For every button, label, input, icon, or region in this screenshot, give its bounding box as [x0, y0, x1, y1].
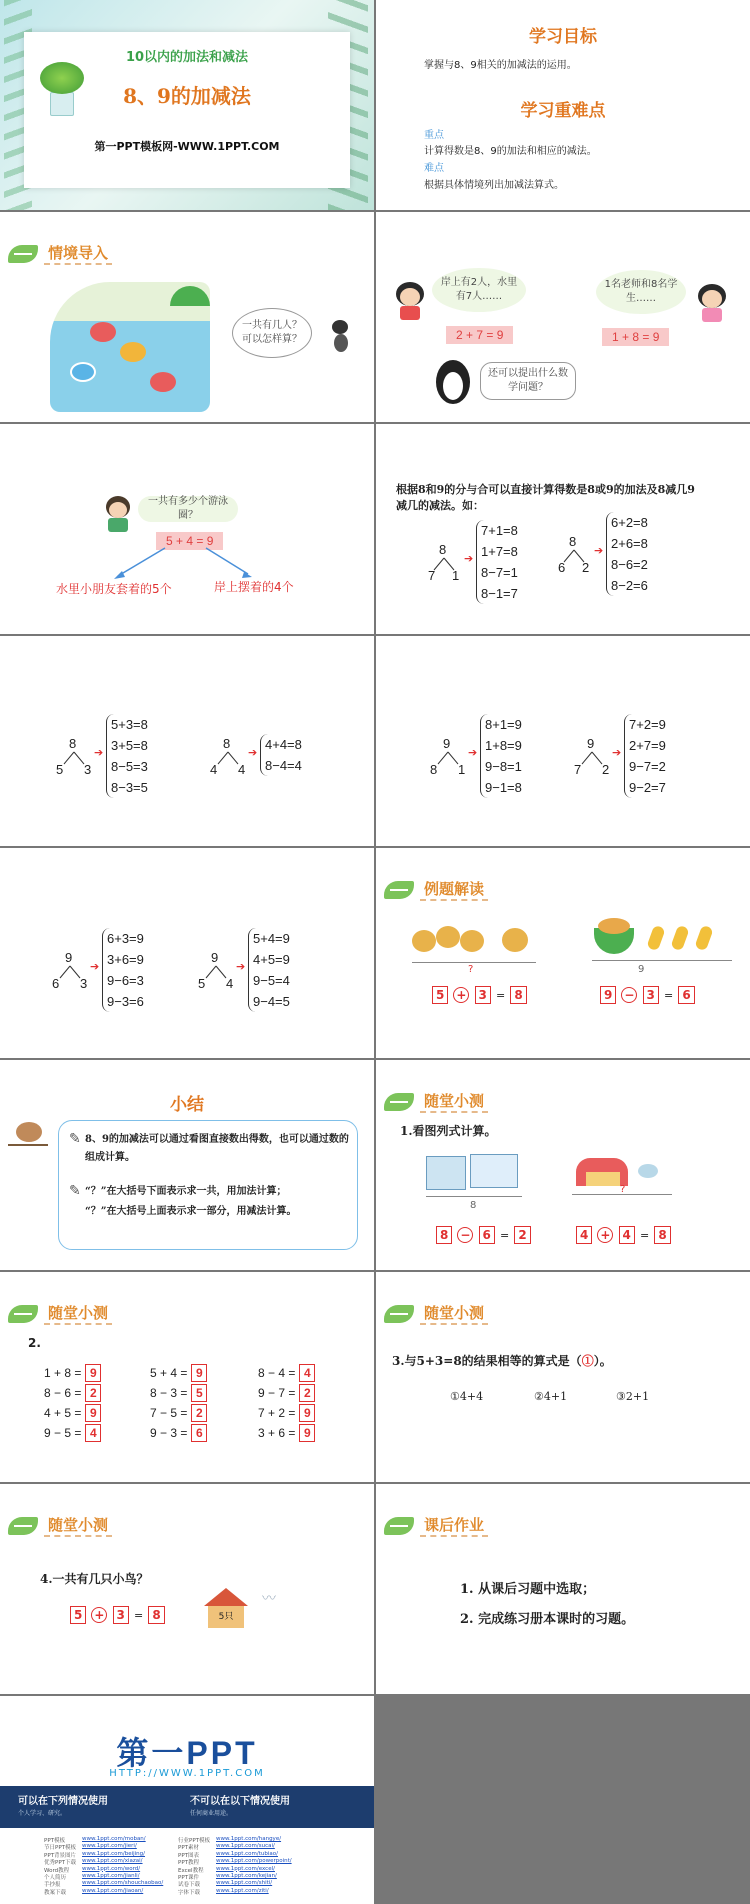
ad-url[interactable]: www.1ppt.com/tubiao/ [216, 1850, 278, 1857]
red-arrow: ➔ [612, 746, 622, 759]
summary-box [58, 1120, 358, 1250]
girl-pink-icon [696, 284, 728, 324]
swimming-pool-illustration [50, 282, 210, 412]
ant-icon [330, 320, 352, 354]
brace-line [426, 1196, 522, 1197]
homework-slide [376, 1484, 750, 1694]
ad-url[interactable]: www.1ppt.com/jiaoan/ [82, 1887, 144, 1894]
quiz1-equation-1: 8 − 6 = 2 [436, 1224, 531, 1244]
exercise-answer: 9 [299, 1404, 315, 1422]
exercise-answer: 9 [85, 1364, 101, 1382]
example-equation-1: 5 + 3 = 8 [432, 984, 527, 1004]
goals-slide [376, 0, 750, 210]
title-slide [0, 0, 374, 210]
homework-item-2: 2. 完成练习册本课时的习题。 [460, 1612, 635, 1627]
exercise-row [258, 1424, 315, 1442]
trees-slide-9b: 9 6 3 ➔ 6+3=9 3+6=9 9−6=3 9−3=6 9 5 4 ➔ 5+4=9 4+5=9 9−5=4 9−4=5 [0, 848, 374, 1058]
exercise-expression: 4 + 5 = [44, 1406, 82, 1420]
ad-url[interactable]: www.1ppt.com/powerpoint/ [216, 1858, 292, 1865]
exercise-expression: 7 − 5 = [150, 1406, 188, 1420]
title: 8、9的加减法 [123, 84, 251, 108]
leaf-icon [384, 1305, 414, 1323]
rule-slide: 根据8和9的分与合可以直接计算得数是8或9的加法及8减几9减几的减法。如： 8 7 1 ➔ 7+1=8 1+7=8 8−7=1 8−1=7 8 6 2 ➔ 6+2=8 2+6=8 8−6=2 8−2=6 [376, 424, 750, 634]
ad-url[interactable]: www.1ppt.com/sucai/ [216, 1843, 275, 1850]
ad-url[interactable]: www.1ppt.com/word/ [82, 1865, 141, 1872]
ad-url[interactable]: www.1ppt.com/excel/ [216, 1865, 275, 1872]
trees-slide-8: 8 5 3 ➔ 5+3=8 3+5=8 8−5=3 8−3=5 8 4 4 ➔ 4+4=8 8−4=4 [0, 636, 374, 846]
exercise-expression: 8 − 3 = [150, 1386, 188, 1400]
right-label: 岸上摆着的4个 [214, 580, 294, 594]
left-label: 水里小朋友套着的5个 [56, 582, 172, 596]
option-2: ②4+1 [534, 1390, 568, 1403]
exercise-row [150, 1424, 207, 1442]
exercise-expression: 1 + 8 = [44, 1366, 82, 1380]
cannot-use-text: 任何商业用途。 [190, 1810, 233, 1817]
option-1: ①4+4 [450, 1390, 484, 1403]
girl-icon [394, 282, 426, 322]
right-bubble: 1名老师和8名学生…… [596, 270, 686, 314]
left-equation: 2 + 7 = 9 [446, 324, 513, 344]
rule-text: 根据8和9的分与合可以直接计算得数是8或9的加法及8减几9减几的减法。如： [396, 483, 695, 512]
key-label: 重点 [424, 130, 444, 141]
vegetables-illustration [594, 918, 734, 958]
leaf-icon [8, 1305, 38, 1323]
exercise-expression: 9 − 5 = [44, 1426, 82, 1440]
question-mark: ? [468, 964, 474, 975]
ad-link-label: 优秀PPT下载 [44, 1860, 76, 1867]
leaf-icon [384, 1517, 414, 1535]
leaf-icon [384, 1093, 414, 1111]
equation-group: 7+2=9 2+7=9 9−7=2 9−2=7 [624, 714, 666, 798]
summary-point-2b: “？”在大括号上面表示求一部分，用减法计算。 [85, 1206, 297, 1217]
example-slide [376, 848, 750, 1058]
ad-link-label: Word教程 [44, 1867, 70, 1874]
ad-link-label: PPT课件 [178, 1875, 199, 1881]
intro-slide [0, 212, 374, 422]
quiz1-equation-2: 4 + 4 = 8 [576, 1224, 671, 1244]
exercise-expression: 8 − 6 = [44, 1386, 82, 1400]
exercise-answer: 4 [85, 1424, 101, 1442]
exercise-answer: 2 [85, 1384, 101, 1402]
ad-link-label: PPT模板 [44, 1838, 65, 1844]
difficulty-label: 难点 [424, 163, 444, 174]
title-card [24, 32, 350, 188]
leaf-icon [384, 881, 414, 899]
tag-label: 随堂小测 [44, 1514, 112, 1537]
ad-link-label: PPT素材 [178, 1845, 199, 1852]
quiz-slide-2 [0, 1272, 374, 1482]
question-bubble: 一共有多少个游泳圈？ [138, 496, 238, 522]
ad-url[interactable]: www.1ppt.com/shouchaobao/ [82, 1880, 164, 1887]
ad-url[interactable]: www.1ppt.com/jianli/ [82, 1873, 140, 1879]
exercise-answer: 9 [85, 1404, 101, 1422]
ad-url[interactable]: www.1ppt.com/kejian/ [216, 1873, 277, 1879]
equation-group: 5+4=9 4+5=9 9−5=4 9−4=5 [248, 928, 290, 1012]
exercise-expression: 5 + 4 = [150, 1366, 188, 1380]
section-tag [8, 242, 112, 265]
left-bubble: 岸上有2人，水里有7人…… [432, 268, 526, 312]
goals-heading: 学习目标 [529, 27, 597, 47]
exercise-answer: 9 [191, 1364, 207, 1382]
ad-link-label: 试卷下载 [178, 1882, 201, 1889]
equation-group: 5+3=8 3+5=8 8−5=3 8−3=5 [106, 714, 148, 798]
section-tag [8, 1514, 112, 1537]
section-tag [384, 1090, 488, 1113]
exercise-expression: 9 − 7 = [258, 1386, 296, 1400]
exercise-row [258, 1384, 315, 1402]
ad-slide [0, 1696, 374, 1904]
section-tag [384, 1514, 488, 1537]
trees-slide-9a: 9 8 1 ➔ 8+1=9 1+8=9 9−8=1 9−1=8 9 7 2 ➔ 7+2=9 2+7=9 9−7=2 9−2=7 [376, 636, 750, 846]
swim-ring [90, 322, 116, 342]
exercise-expression: 9 − 3 = [150, 1426, 188, 1440]
tag-label: 随堂小测 [420, 1090, 488, 1113]
ad-url[interactable]: www.1ppt.com/beijing/ [82, 1850, 146, 1857]
exercise-row [150, 1404, 207, 1422]
red-arrow: ➔ [594, 544, 604, 557]
exercise-answer: 9 [299, 1424, 315, 1442]
tag-label: 随堂小测 [420, 1302, 488, 1325]
exercise-row [44, 1424, 101, 1442]
bird-icon: 〰 [262, 1591, 276, 1607]
total-label: 9 [638, 964, 645, 975]
key-text: 计算得数是8、9的加法和相应的减法。 [424, 146, 597, 157]
answer: ① [581, 1354, 594, 1368]
ad-link-label: Excel教程 [178, 1867, 204, 1874]
exercise-row [258, 1404, 315, 1422]
tag-label: 例题解读 [420, 878, 488, 901]
ad-link-label: 教案下载 [44, 1889, 67, 1896]
red-arrow: ➔ [248, 746, 258, 759]
ad-url[interactable]: www.1ppt.com/jieri/ [82, 1843, 137, 1850]
question-mark: ? [620, 1184, 626, 1195]
question-4: 4.一共有几只小鸟？ [40, 1572, 149, 1586]
total-label: 8 [470, 1200, 477, 1211]
ad-url[interactable]: www.1ppt.com/moban/ [82, 1836, 146, 1842]
ad-link-label: 节日PPT模板 [44, 1845, 76, 1852]
exercise-expression: 7 + 2 = [258, 1406, 296, 1420]
brace-line [412, 962, 536, 963]
question-3: 3.与5+3=8的结果相等的算式是（①）。 [392, 1354, 612, 1368]
section-tag [8, 1302, 112, 1325]
arrows [0, 424, 374, 634]
exercise-row [44, 1384, 101, 1402]
equation-group: 4+4=8 8−4=4 [260, 734, 302, 776]
difficulty-text: 根据具体情境列出加减法算式。 [424, 180, 564, 191]
example-equation-2: 9 − 3 = 6 [600, 984, 695, 1004]
logo-url[interactable]: HTTP://WWW.1PPT.COM [109, 1768, 265, 1779]
can-use-text: 个人学习、研究。 [18, 1810, 67, 1817]
summary-point-1: 8、9的加减法可以通过看图直接数出得数，也可以通过数的组成计算。 [85, 1134, 349, 1163]
exercise-row [150, 1384, 207, 1402]
section-tag [384, 1302, 488, 1325]
tag-label: 随堂小测 [44, 1302, 112, 1325]
leaf-icon [8, 245, 38, 263]
cannot-use-title: 不可以在以下情况使用 [190, 1796, 290, 1807]
logo: 第一PPT [116, 1735, 258, 1771]
dogs-illustration [412, 924, 536, 960]
question-slide [0, 424, 374, 634]
exercise-answer: 2 [299, 1384, 315, 1402]
ad-link-label: 个人简历 [44, 1875, 67, 1881]
can-use-title: 可以在下列情况使用 [18, 1796, 108, 1807]
swim-ring [150, 372, 176, 392]
pencil-icon: ✎ [69, 1183, 81, 1199]
option-3: ③2+1 [616, 1390, 650, 1403]
quiz-slide-1 [376, 1060, 750, 1270]
ad-link-label: PPT背景图片 [44, 1852, 76, 1859]
quiz-slide-3 [376, 1272, 750, 1482]
books-illustration [426, 1152, 522, 1192]
ad-url[interactable]: www.1ppt.com/ziti/ [216, 1887, 269, 1894]
equation-group: 7+1=8 1+7=8 8−7=1 8−1=7 [476, 520, 518, 604]
tag-label: 情境导入 [44, 242, 112, 265]
right-equation: 1 + 8 = 9 [602, 326, 669, 346]
ad-link-label: PPT图表 [178, 1852, 199, 1859]
ad-url[interactable]: www.1ppt.com/xiazai/ [82, 1858, 143, 1865]
usage-banner [0, 1786, 374, 1828]
summary-title: 小结 [170, 1095, 204, 1115]
exercise-row [44, 1364, 101, 1382]
leaf-icon [8, 1517, 38, 1535]
equation-group: 8+1=9 1+8=9 9−8=1 9−1=8 [480, 714, 522, 798]
dialog-slide [376, 212, 750, 422]
tag-label: 课后作业 [420, 1514, 488, 1537]
exercise-expression: 8 − 4 = [258, 1366, 296, 1380]
quiz-slide-4 [0, 1484, 374, 1694]
ad-link-label: PPT教程 [178, 1860, 199, 1867]
red-arrow: ➔ [90, 960, 100, 973]
section-tag [384, 878, 488, 901]
brace-line [592, 960, 732, 961]
pencil-icon: ✎ [69, 1131, 81, 1147]
exercise-row [258, 1364, 315, 1382]
bird-icon [8, 1116, 48, 1152]
exercise-answer: 4 [299, 1364, 315, 1382]
bottom-bubble: 还可以提出什么数学问题？ [480, 362, 576, 400]
summary-point-2a: “？”在大括号下面表示求一共，用加法计算； [85, 1186, 287, 1197]
ad-url[interactable]: www.1ppt.com/hangye/ [216, 1836, 282, 1842]
exercise-row [44, 1404, 101, 1422]
summary-slide [0, 1060, 374, 1270]
key-points-heading: 学习重难点 [520, 101, 606, 121]
red-arrow: ➔ [236, 960, 246, 973]
equation-group: 6+3=9 3+6=9 9−6=3 9−3=6 [102, 928, 144, 1012]
exercise-answer: 2 [191, 1404, 207, 1422]
equation: 5 + 4 = 9 [156, 530, 223, 550]
swim-ring [70, 362, 96, 382]
exercise-answer: 5 [191, 1384, 207, 1402]
equation-group: 6+2=8 2+6=8 8−6=2 8−2=6 [606, 512, 648, 596]
ad-link-label: 字体下载 [178, 1889, 201, 1896]
question-bubble: 一共有几人？可以怎样算？ [232, 308, 312, 358]
swim-ring [120, 342, 146, 362]
goal-text: 掌握与8、9相关的加减法的运用。 [424, 60, 577, 71]
penguin-icon [436, 360, 470, 404]
exercise-expression: 3 + 6 = [258, 1426, 296, 1440]
homework-item-1: 1. 从课后习题中选取； [460, 1582, 596, 1597]
birdhouse-illustration: 5只 [200, 1588, 250, 1632]
site-label: 第一PPT模板网-WWW.1PPT.COM [94, 140, 280, 153]
red-arrow: ➔ [468, 746, 478, 759]
red-arrow: ➔ [464, 552, 474, 565]
ad-url[interactable]: www.1ppt.com/shiti/ [216, 1880, 273, 1887]
question-1: 1.看图列式计算。 [400, 1124, 497, 1138]
exercise-row [150, 1364, 207, 1382]
question-number: 2. [28, 1336, 41, 1350]
ad-link-label: 手抄报 [44, 1882, 61, 1889]
quiz4-equation: 5 + 3 = 8 [70, 1604, 165, 1624]
red-arrow: ➔ [94, 746, 104, 759]
subtitle: 10以内的加法和减法 [125, 50, 249, 65]
exercise-answer: 6 [191, 1424, 207, 1442]
umbrella-icon [170, 286, 210, 306]
ad-link-label: 行业PPT模板 [178, 1838, 210, 1844]
